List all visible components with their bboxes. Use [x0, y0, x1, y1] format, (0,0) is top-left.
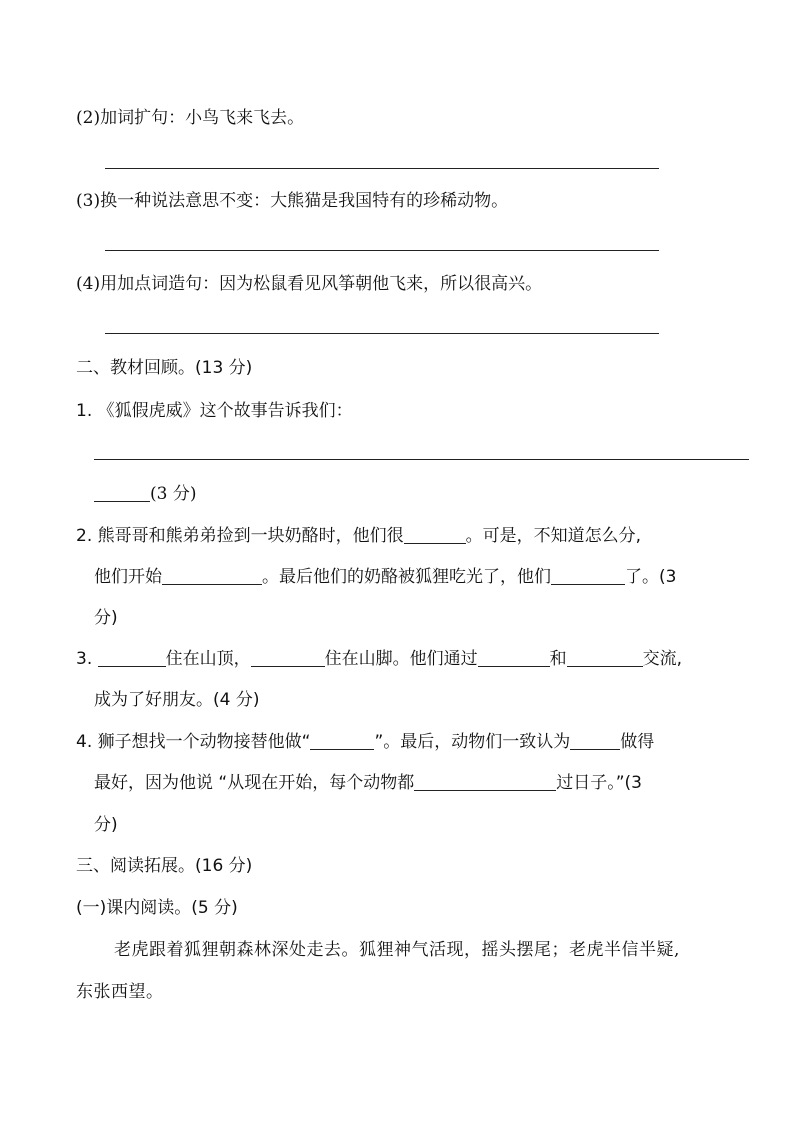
s2-question-4-line1 — [76, 731, 654, 753]
question-text: 狮子想找一个动物接替他做“ — [97, 732, 311, 752]
answer-blank[interactable] — [478, 648, 550, 667]
question-number: (4) — [76, 274, 101, 294]
question-number: 1. — [76, 401, 93, 421]
question-text: 加词扩句：小鸟飞来飞去。 — [100, 108, 305, 128]
reading-passage-line: 东张西望。 — [76, 982, 164, 1002]
question-4 — [76, 273, 542, 295]
question-number: (3) — [76, 191, 101, 211]
answer-blank[interactable] — [551, 566, 625, 585]
question-number: 4. — [76, 732, 93, 752]
question-3 — [76, 190, 508, 212]
question-text: 住在山脚。他们通过 — [324, 649, 478, 669]
question-text: 住在山顶， — [165, 649, 251, 669]
s2-question-4-line3: 分) — [94, 815, 118, 835]
question-text: 。可是，不知道怎么分, — [465, 526, 642, 546]
question-number: 3. — [76, 649, 93, 669]
question-text: 和 — [549, 649, 567, 669]
answer-line[interactable] — [105, 333, 659, 334]
question-text: 做得 — [620, 732, 655, 752]
question-2 — [76, 107, 304, 129]
answer-line[interactable] — [105, 168, 659, 169]
question-text: 熊哥哥和熊弟弟捡到一块奶酪时，他们很 — [97, 526, 404, 546]
answer-blank[interactable] — [404, 525, 466, 544]
s2-question-4-line2 — [94, 772, 642, 794]
question-text: 了。(3 — [625, 567, 677, 587]
question-text: 他们开始 — [94, 567, 162, 587]
question-text: 换一种说法意思不变：大熊猫是我国特有的珍稀动物。 — [100, 191, 509, 211]
question-text: 用加点词造句：因为松鼠看见风筝朝他飞来，所以很高兴。 — [100, 274, 543, 294]
answer-blank[interactable] — [251, 648, 325, 667]
answer-line[interactable] — [105, 250, 659, 251]
reading-passage-line: 老虎跟着狐狸朝森林深处走去。狐狸神气活现，摇头摆尾；老虎半信半疑, — [114, 940, 680, 960]
s2-question-1 — [76, 400, 353, 422]
s2-question-2-line1 — [76, 525, 641, 547]
answer-blank[interactable] — [567, 648, 643, 667]
answer-blank[interactable] — [570, 731, 620, 750]
s2-question-2-line2 — [94, 566, 676, 588]
section-heading: 三、阅读拓展。(16 分) — [76, 856, 253, 876]
answer-blank[interactable] — [414, 772, 556, 791]
question-number: 2. — [76, 526, 93, 546]
question-number: (2) — [76, 108, 101, 128]
s2-question-3-line2: 成为了好朋友。(4 分) — [94, 690, 260, 710]
s2-question-2-line3: 分) — [94, 608, 118, 628]
question-text: 。最后他们的奶酪被狐狸吃光了，他们 — [262, 567, 551, 587]
question-text: ”。最后，动物们一致认为 — [374, 732, 571, 752]
answer-blank[interactable] — [310, 731, 374, 750]
section-heading: 二、教材回顾。(13 分) — [76, 358, 253, 378]
question-text: 《狐假虎威》这个故事告诉我们： — [97, 401, 353, 421]
answer-line[interactable] — [94, 459, 749, 460]
subsection-heading: (一)课内阅读。(5 分) — [76, 898, 238, 918]
question-text: 交流, — [642, 649, 683, 669]
answer-blank[interactable] — [98, 648, 166, 667]
answer-blank[interactable] — [94, 483, 150, 502]
answer-blank[interactable] — [162, 566, 262, 585]
question-text: 过日子。”(3 — [556, 773, 642, 793]
s2-question-3-line1 — [76, 648, 682, 670]
s2-question-1-score-line — [94, 483, 196, 505]
question-text: 最好，因为他说 “从现在开始，每个动物都 — [94, 773, 415, 793]
score: (3 分) — [150, 484, 197, 504]
